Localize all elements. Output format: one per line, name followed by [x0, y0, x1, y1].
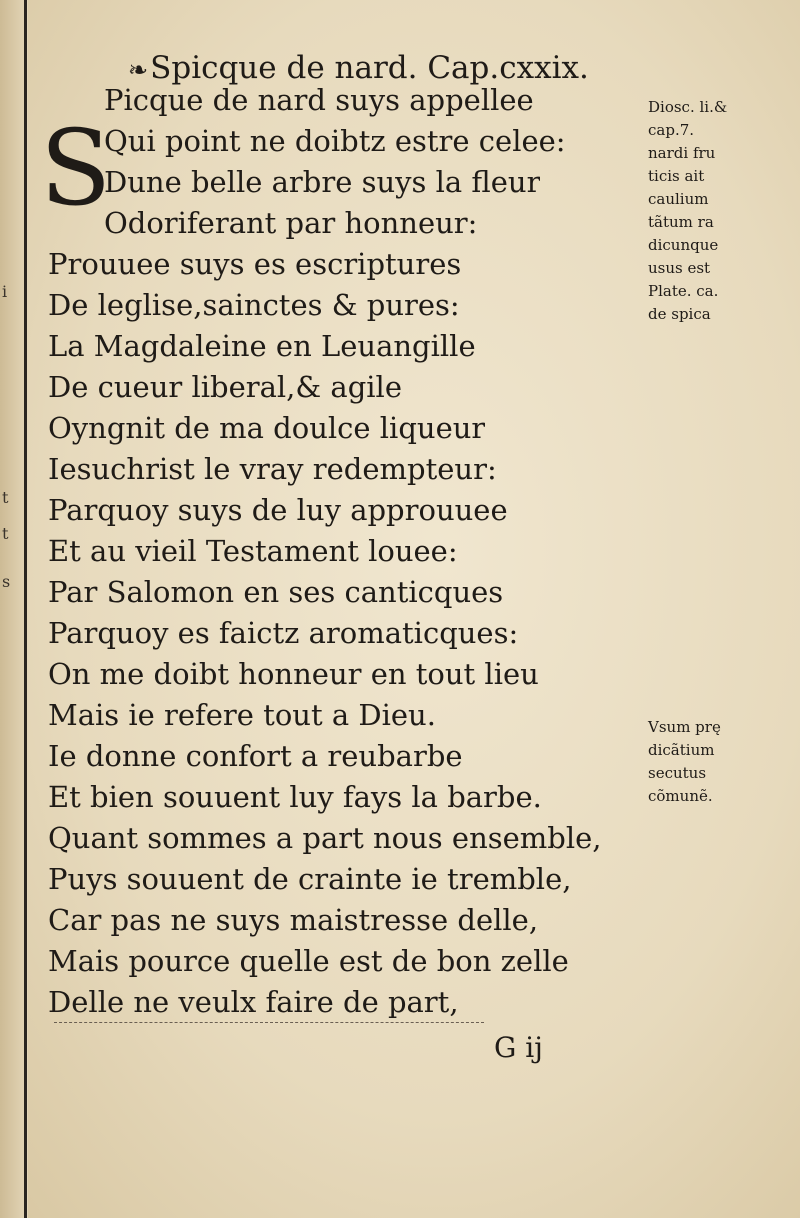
margin-note-line: dicunque: [648, 236, 719, 254]
margin-note-line: Diosc. li.&: [648, 98, 728, 116]
margin-note-line: cõmunẽ.: [648, 787, 713, 805]
gutter-mark: t: [2, 488, 9, 507]
verse-line: Delle ne veulx faire de part,: [48, 985, 459, 1019]
gutter-mark: i: [2, 282, 8, 301]
signature-mark: G ij: [494, 1031, 543, 1064]
verse-line: Parquoy suys de luy approuuee: [48, 493, 508, 527]
verse-line: Puys souuent de crainte ie tremble,: [48, 862, 572, 896]
verse-line: De leglise,sainctes & pures:: [48, 288, 460, 322]
margin-note-line: de spica: [648, 305, 711, 323]
verse-line: On me doibt honneur en tout lieu: [48, 657, 539, 691]
margin-note-line: Plate. ca.: [648, 282, 719, 300]
gutter-mark: t: [2, 524, 9, 543]
verse-line: Odoriferant par honneur:: [104, 206, 478, 240]
margin-note-line: Vsum prę: [648, 718, 721, 736]
verse-line: Mais ie refere tout a Dieu.: [48, 698, 436, 732]
margin-note-line: tãtum ra: [648, 213, 714, 231]
gutter-rule: [24, 0, 27, 1218]
margin-note-line: dicãtium: [648, 741, 715, 759]
verse-line: Et au vieil Testament louee:: [48, 534, 458, 568]
margin-note-line: secutus: [648, 764, 707, 782]
verse-line: Prouuee suys es escriptures: [48, 247, 462, 281]
margin-note-line: caulium: [648, 190, 709, 208]
drop-capital: S: [40, 107, 112, 229]
verse-line: Parquoy es faictz aromaticques:: [48, 616, 519, 650]
verse-line: Dune belle arbre suys la fleur: [104, 165, 541, 199]
margin-note-dioscorides: [648, 96, 766, 326]
chapter-title: Spicque de nard. Cap.cxxix.: [150, 50, 589, 86]
margin-note-line: usus est: [648, 259, 711, 277]
verse-line: Et bien souuent luy fays la barbe.: [48, 780, 542, 814]
verse-line: La Magdaleine en Leuangille: [48, 329, 476, 363]
margin-note-line: cap.7.: [648, 121, 695, 139]
verse-line: Ie donne confort a reubarbe: [48, 739, 463, 773]
margin-note-usum: [648, 716, 766, 808]
verse-line: Quant sommes a part nous ensemble,: [48, 821, 602, 855]
verse-line: De cueur liberal,& agile: [48, 370, 402, 404]
fleuron-icon: ❧: [128, 56, 149, 84]
verse-line: Car pas ne suys maistresse delle,: [48, 903, 539, 937]
underline-rule: [54, 1022, 484, 1023]
verse-line: Par Salomon en ses canticques: [48, 575, 504, 609]
verse-line: Picque de nard suys appellee: [104, 83, 534, 117]
verse-line: Mais pource quelle est de bon zelle: [48, 944, 569, 978]
margin-note-line: nardi fru: [648, 144, 716, 162]
margin-note-line: ticis ait: [648, 167, 705, 185]
verse-line: Iesuchrist le vray redempteur:: [48, 452, 497, 486]
verse-line: Qui point ne doibtz estre celee:: [104, 124, 566, 158]
gutter-mark: s: [2, 572, 11, 591]
verse-line: Oyngnit de ma doulce liqueur: [48, 411, 486, 445]
